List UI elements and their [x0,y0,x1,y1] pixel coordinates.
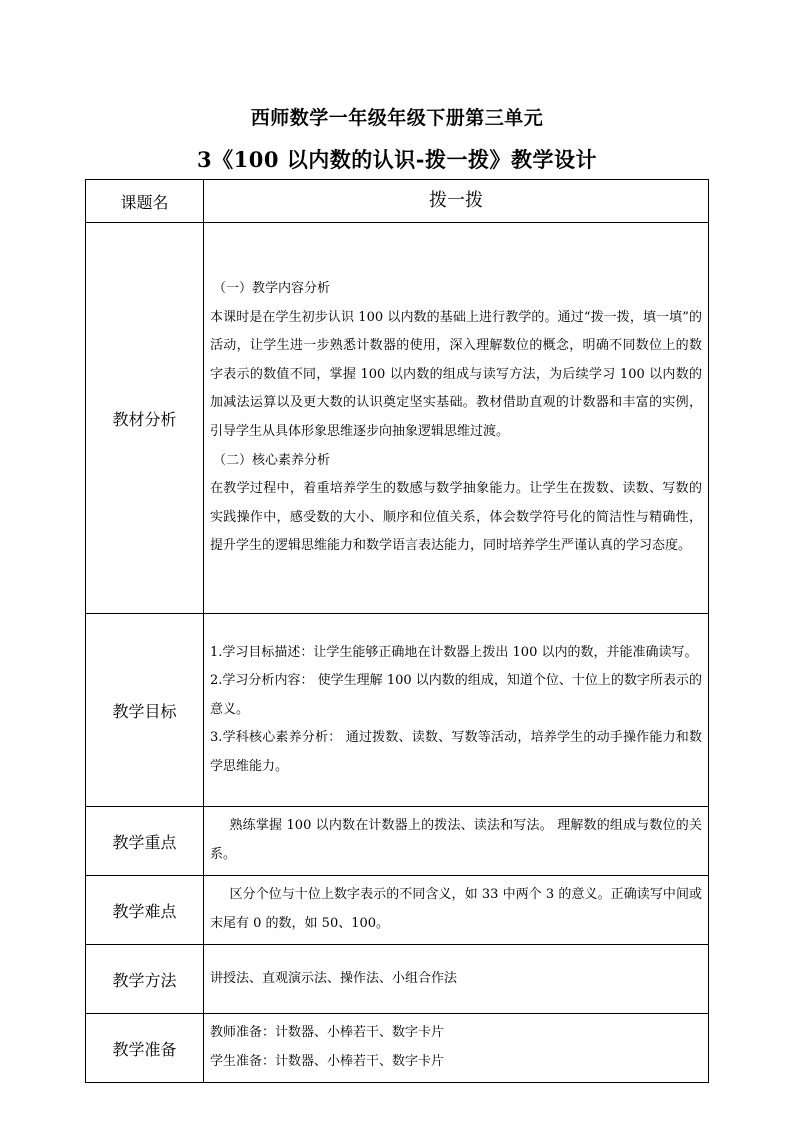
table-row-difficulties [86,876,709,945]
preparation-content [204,1014,709,1083]
goals-content [204,614,709,807]
difficulties-content [204,876,709,945]
methods-content [204,945,709,1014]
goals-label: 教学目标 [86,614,204,807]
document-title-line1: 西师数学一年级年级下册第三单元 [250,107,544,129]
key-points-content [204,807,709,876]
goal-item-1: 1.学习目标描述：让学生能够正确地在计数器上拨出 100 以内的数，并能准确读写。 [210,644,698,660]
topic-value: 拨一拨 [204,180,709,223]
analysis-section2-heading: （二）核心素养分析 [213,452,331,468]
preparation-student: 学生准备：计数器、小棒若干、数字卡片 [210,1054,445,1069]
table-row-methods [86,945,709,1014]
preparation-label: 教学准备 [86,1014,204,1083]
key-points-text: 熟练掌握 100 以内数在计数器上的拨法、读法和写法。 理解数的组成与数位的关系。 [210,818,702,862]
table-row-goals [86,614,709,807]
difficulties-label: 教学难点 [86,876,204,945]
analysis-section2-text: 在教学过程中，着重培养学生的数感与数学抽象能力。让学生在拨数、读数、写数的实践操作中，感受数的大小、顺序和位值关系，体会数学符号化的简洁性与精确性，提升学生的逻辑思维能力和数学语言表达能力，同时培养学生严谨认真的学习态度。 [210,481,702,554]
difficulties-text: 区分个位与十位上数字表示的不同含义，如 33 中两个 3 的意义。正确读写中间或末尾有 0 的数，如 50、100。 [210,887,702,931]
document-title-line2: 3《100 以内数的认识-拨一拨》教学设计 [197,147,597,172]
topic-label: 课题名 [86,180,204,223]
preparation-teacher: 教师准备：计数器、小棒若干、数字卡片 [210,1025,445,1041]
goal-item-3: 3.学科核心素养分析： 通过拨数、读数、写数等活动，培养学生的动手操作能力和数学思维能力。 [210,730,702,774]
lesson-plan-table [85,179,709,1083]
methods-label: 教学方法 [86,945,204,1014]
key-points-label: 教学重点 [86,807,204,876]
analysis-label: 教材分析 [86,223,204,614]
goal-item-2: 2.学习分析内容： 使学生理解 100 以内数的组成，知道个位、十位上的数字所表示的意义。 [210,673,702,717]
analysis-content [204,223,709,614]
table-row-preparation [86,1014,709,1083]
table-row-key-points [86,807,709,876]
table-row-analysis [86,223,709,614]
analysis-section1-text: 本课时是在学生初步认识 100 以内数的基础上进行教学的。通过“拨一拨，填一填”的活动，让学生进一步熟悉计数器的使用，深入理解数位的概念，明确不同数位上的数字表示的数值不同，掌握 100 以内数的组成与读写方法，为后续学习 100 以内数的加减法运算以及更大数的认识奠定坚实基础。教材借助直观的计数器和丰富的实例，引导学生从具体形象思维逐步向抽象逻辑思维过渡。 [210,309,702,439]
table-row-topic [86,180,709,223]
analysis-section1-heading: （一）教学内容分析 [213,281,331,297]
methods-text: 讲授法、直观演示法、操作法、小组合作法 [210,970,458,986]
